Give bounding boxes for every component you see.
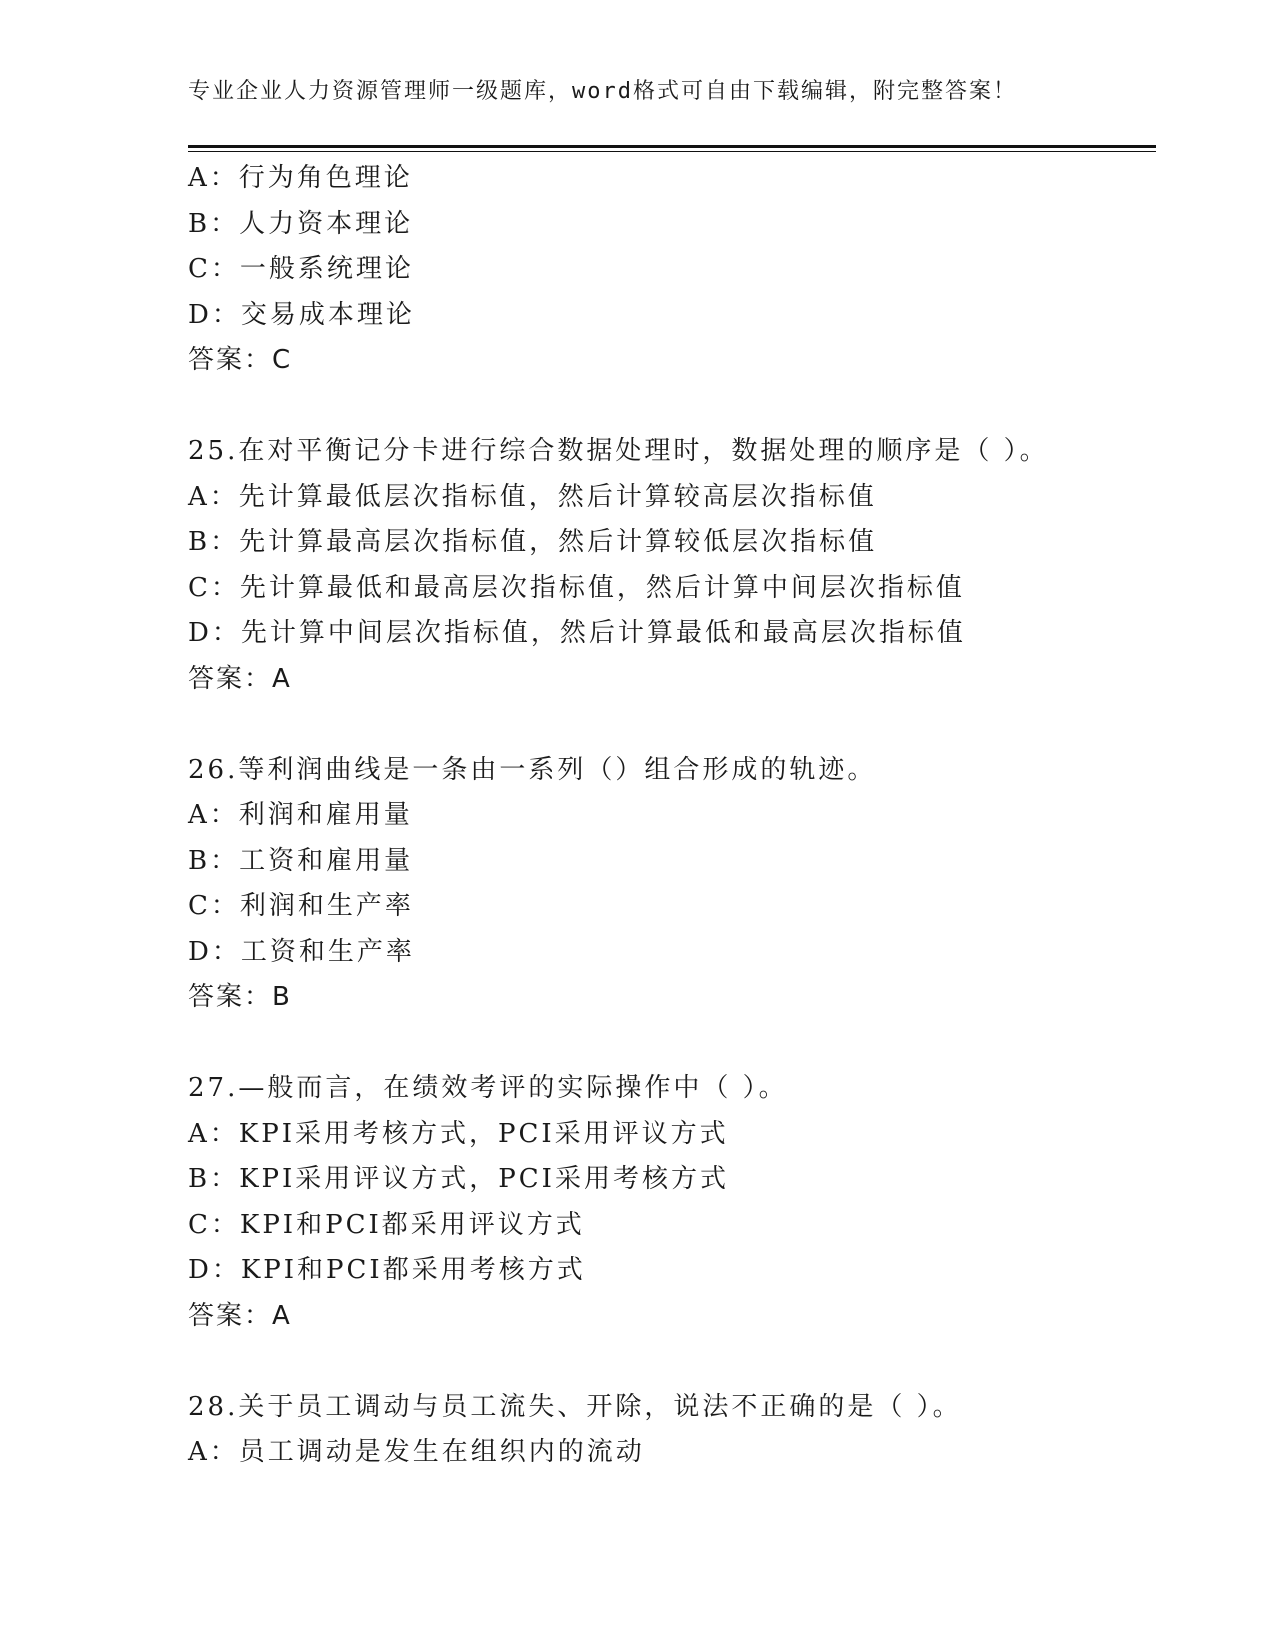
header-rule-thin — [188, 151, 1156, 152]
option-a: A：员工调动是发生在组织内的流动 — [188, 1437, 645, 1467]
option-d: D：交易成本理论 — [188, 299, 415, 330]
option-a: A：先计算最低层次指标值，然后计算较高层次指标值 — [188, 481, 877, 512]
option-a: A：KPI采用考核方式，PCI采用评议方式 — [188, 1118, 729, 1149]
option-b: B：KPI采用评议方式，PCI采用考核方式 — [188, 1164, 729, 1194]
option-c: C：先计算最低和最高层次指标值，然后计算中间层次指标值 — [188, 572, 965, 603]
option-b: B：先计算最高层次指标值，然后计算较低层次指标值 — [188, 527, 878, 557]
option-b: B：人力资本理论 — [188, 208, 414, 239]
option-b: B：工资和雇用量 — [188, 845, 414, 876]
question-stem: 25.在对平衡记分卡进行综合数据处理时，数据处理的顺序是（ ）。 — [188, 436, 1049, 466]
question-stem: 27.—般而言，在绩效考评的实际操作中（ ）。 — [188, 1073, 788, 1103]
question-stem: 28.关于员工调动与员工流失、开除，说法不正确的是（ ）。 — [188, 1391, 962, 1422]
page-header: 专业企业人力资源管理师一级题库，word格式可自由下载编辑，附完整答案！ — [188, 79, 1017, 104]
document-body — [188, 156, 1168, 1476]
option-c: C：利润和生产率 — [188, 891, 414, 921]
question-stem: 26.等利润曲线是一条由一系列（）组合形成的轨迹。 — [188, 754, 877, 785]
option-d: D：先计算中间层次指标值，然后计算最低和最高层次指标值 — [188, 618, 966, 648]
option-d: D：工资和生产率 — [188, 936, 415, 967]
option-c: C：KPI和PCI都采用评议方式 — [188, 1209, 585, 1240]
option-a: A：行为角色理论 — [188, 163, 413, 193]
option-d: D：KPI和PCI都采用考核方式 — [188, 1255, 586, 1285]
option-a: A：利润和雇用量 — [188, 800, 413, 830]
answer-line: 答案：B — [188, 982, 292, 1012]
answer-line: 答案：A — [188, 663, 292, 694]
answer-line: 答案：A — [188, 1300, 292, 1331]
option-c: C：一般系统理论 — [188, 254, 414, 284]
header-rule-thick — [188, 145, 1156, 148]
answer-line: 答案：C — [188, 345, 293, 375]
